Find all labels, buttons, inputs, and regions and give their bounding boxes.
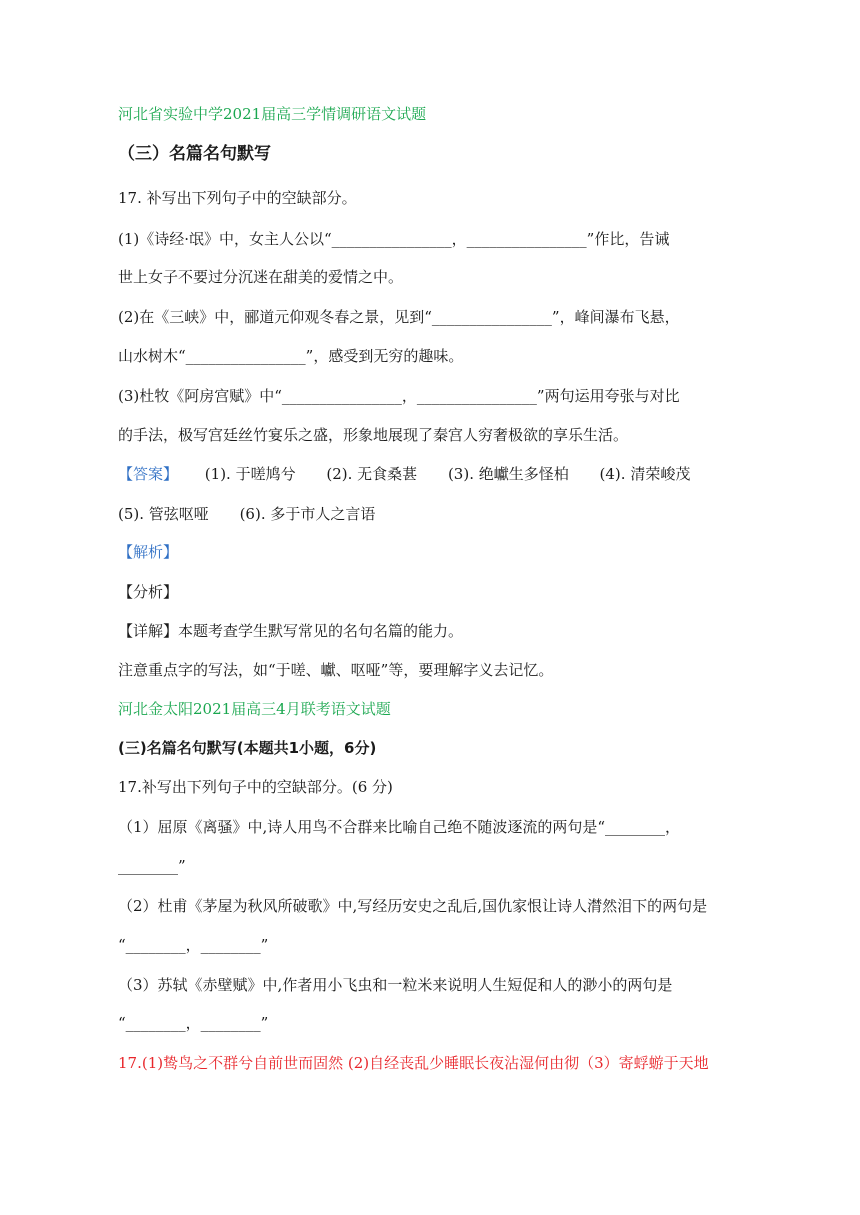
answer-text-2: 17.(1)鸷鸟之不群兮自前世而固然 (2)自经丧乱少睡眠长夜沾湿何由彻（3）寄蜉蝣于天地 — [118, 1054, 709, 1072]
source-title-1: 河北省实验中学2021届高三学情调研语文试题 — [118, 105, 427, 123]
question-intro-2: 17.补写出下列句子中的空缺部分。(6 分) — [118, 778, 393, 796]
section-heading-1: （三）名篇名句默写 — [118, 144, 271, 164]
answer-row-1 — [118, 464, 690, 484]
question-3-line-1: (3)杜牧《阿房宫赋》中“________________，________________”两句运用夸张与对比 — [118, 387, 680, 405]
question-2-1-line-1: （1）屈原《离骚》中,诗人用鸟不合群来比喻自己绝不随波逐流的两句是“________， — [118, 818, 680, 836]
section-heading-2: (三)名篇名句默写(本题共1小题，6分) — [118, 739, 377, 757]
question-2-line-2: 山水树木“________________”，感受到无穷的趣味。 — [118, 347, 464, 365]
question-2-3-line-1: （3）苏轼《赤壁赋》中,作者用小飞虫和一粒米来说明人生短促和人的渺小的两句是 — [118, 976, 673, 994]
answer-item: (5). 管弦呕哑 — [118, 505, 209, 523]
answer-item: (6). 多于市人之言语 — [239, 505, 376, 523]
answer-label: 【答案】 — [118, 465, 179, 483]
fenxi-label: 【分析】 — [118, 583, 179, 601]
answer-item: (4). 清荣峻茂 — [599, 465, 691, 483]
question-2-line-1: (2)在《三峡》中，郦道元仰观冬春之景，见到“________________”，峰间瀑布飞悬， — [118, 308, 680, 326]
question-1-line-2: 世上女子不要过分沉迷在甜美的爱情之中。 — [118, 268, 404, 286]
note-text: 注意重点字的写法，如“于嗟、巘、呕哑”等，要理解字义去记忆。 — [118, 661, 554, 679]
answer-item: (1). 于嗟鸠兮 — [204, 465, 296, 483]
answer-item: (2). 无食桑葚 — [326, 465, 418, 483]
question-2-3-line-2: “________，________” — [118, 1014, 269, 1032]
analysis-label: 【解析】 — [118, 543, 179, 561]
question-3-line-2: 的手法，极写宫廷丝竹宴乐之盛，形象地展现了秦宫人穷奢极欲的享乐生活。 — [118, 426, 629, 444]
question-2-2-line-2: “________，________” — [118, 936, 269, 954]
answer-item: (3). 绝巘生多怪柏 — [447, 465, 569, 483]
answer-row-2 — [118, 504, 375, 524]
question-2-1-line-2: ________” — [118, 857, 186, 875]
question-intro-1: 17. 补写出下列句子中的空缺部分。 — [118, 189, 357, 207]
source-title-2: 河北金太阳2021届高三4月联考语文试题 — [118, 700, 391, 718]
question-1-line-1: (1)《诗经·氓》中，女主人公以“________________，________________”作比，告诫 — [118, 230, 670, 248]
question-2-2-line-1: （2）杜甫《茅屋为秋风所破歌》中,写经历安史之乱后,国仇家恨让诗人潸然泪下的两句是 — [118, 897, 708, 915]
detail-text: 【详解】本题考查学生默写常见的名句名篇的能力。 — [118, 622, 464, 640]
